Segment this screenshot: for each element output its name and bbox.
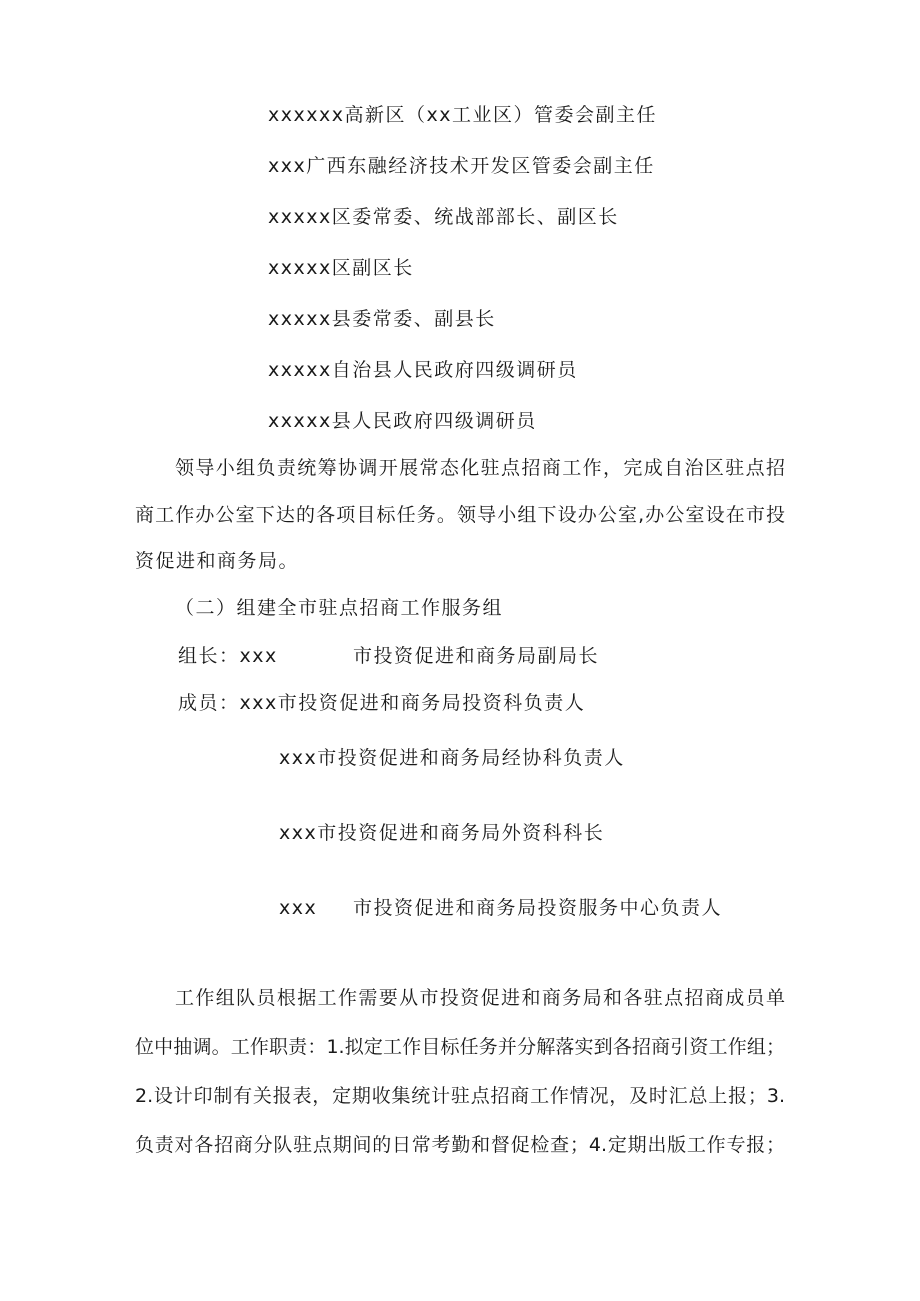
paragraph-line: 商工作办公室下达的各项目标任务。领导小组下设办公室,办公室设在市投	[135, 504, 785, 526]
paragraph-line: 2.设计印制有关报表，定期收集统计驻点招商工作情况，及时汇总上报；3.	[135, 1085, 785, 1107]
members-label-line: 成员：xxx市投资促进和商务局投资科负责人	[178, 692, 586, 714]
paragraph-line: 负责对各招商分队驻点期间的日常考勤和督促检查；4.定期出版工作专报；	[135, 1134, 785, 1156]
member-line: xxx市投资促进和商务局经协科负责人	[279, 747, 625, 769]
member-line: xxxxxx高新区（xx工业区）管委会副主任	[268, 104, 657, 126]
member-line: xxx广西东融经济技术开发区管委会副主任	[268, 155, 655, 177]
member-line: xxxxx区副区长	[268, 257, 414, 279]
last-member-name: xxx	[279, 897, 318, 919]
leader-title: 市投资促进和商务局副局长	[353, 645, 600, 667]
paragraph-line: 领导小组负责统筹协调开展常态化驻点招商工作，完成自治区驻点招	[175, 457, 785, 479]
member-line: xxxxx县委常委、副县长	[268, 308, 496, 330]
leader-label: 组长：xxx	[178, 645, 278, 667]
paragraph-line: 资促进和商务局。	[135, 550, 300, 572]
last-member-title: 市投资促进和商务局投资服务中心负责人	[353, 897, 723, 919]
paragraph-line: 位中抽调。工作职责：1.拟定工作目标任务并分解落实到各招商引资工作组；	[135, 1036, 785, 1058]
member-line: xxx市投资促进和商务局外资科科长	[279, 822, 605, 844]
member-line: xxxxx区委常委、统战部部长、副区长	[268, 206, 619, 228]
section-heading: （二）组建全市驻点招商工作服务组	[175, 597, 504, 619]
member-line: xxxxx自治县人民政府四级调研员	[268, 359, 578, 381]
paragraph-line: 工作组队员根据工作需要从市投资促进和商务局和各驻点招商成员单	[175, 987, 785, 1009]
member-line: xxxxx县人民政府四级调研员	[268, 410, 537, 432]
